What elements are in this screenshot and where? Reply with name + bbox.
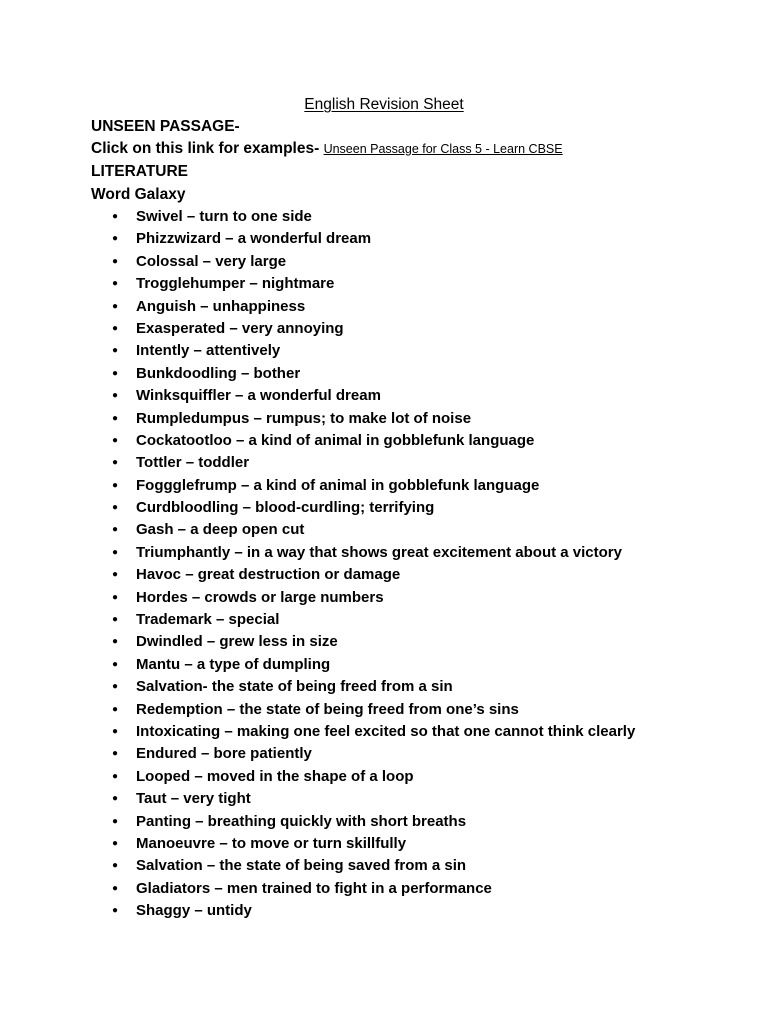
list-item — [0, 788, 635, 810]
list-item — [0, 228, 635, 250]
bullet-icon: ● — [112, 614, 119, 626]
bullet-icon: ● — [112, 748, 119, 760]
bullet-icon: ● — [112, 390, 119, 402]
list-item — [0, 833, 635, 855]
list-item — [0, 475, 635, 497]
bullet-icon: ● — [112, 211, 119, 222]
bullet-icon: ● — [112, 479, 119, 491]
list-item — [0, 430, 635, 452]
list-item — [0, 385, 635, 407]
bullet-icon: ● — [112, 815, 119, 827]
bullet-icon: ● — [112, 300, 119, 312]
word-definition: Endured – bore patiently — [136, 745, 312, 763]
bullet-icon: ● — [112, 322, 119, 334]
word-definition: Cockatootloo – a kind of animal in gobblefunk language — [136, 431, 535, 449]
word-definition: Intently – attentively — [136, 342, 281, 360]
list-item — [0, 452, 635, 474]
bullet-icon: ● — [112, 502, 119, 514]
bullet-icon: ● — [112, 658, 119, 670]
word-definition: Swivel – turn to one side — [136, 208, 312, 225]
bullet-icon: ● — [112, 703, 119, 715]
bullet-icon: ● — [112, 837, 119, 849]
bullet-icon: ● — [112, 793, 119, 805]
list-item — [0, 609, 635, 631]
list-item — [0, 408, 635, 430]
bullet-icon: ● — [112, 860, 119, 872]
word-definition: Rumpledumpus – rumpus; to make lot of noise — [136, 409, 472, 427]
word-definition: Manoeuvre – to move or turn skillfully — [136, 834, 407, 852]
bullet-icon: ● — [112, 591, 119, 603]
list-item — [0, 296, 635, 318]
bullet-icon: ● — [112, 569, 119, 581]
list-item — [0, 340, 635, 362]
word-definition: Havoc – great destruction or damage — [136, 566, 401, 584]
list-item — [0, 878, 635, 900]
bullet-icon: ● — [112, 636, 119, 648]
word-definition: Trademark – special — [136, 611, 280, 629]
bullet-icon: ● — [112, 367, 119, 379]
word-definition: Bunkdoodling – bother — [136, 364, 301, 382]
word-definition: Triumphantly – in a way that shows great excitement about a victory — [136, 543, 622, 561]
word-definition: Exasperated – very annoying — [136, 319, 344, 337]
word-definition: Taut – very tight — [136, 790, 251, 808]
bullet-icon: ● — [112, 457, 119, 469]
word-definition: Panting – breathing quickly with short breaths — [136, 812, 467, 830]
word-definition: Shaggy – untidy — [136, 902, 252, 920]
word-definition: Dwindled – grew less in size — [136, 633, 338, 651]
bullet-icon: ● — [112, 546, 119, 558]
word-definition: Salvation- the state of being freed from a sin — [136, 678, 453, 696]
bullet-icon: ● — [112, 681, 119, 693]
subsection-heading-word-galaxy: Word Galaxy — [91, 186, 186, 203]
bullet-icon: ● — [112, 882, 119, 894]
word-definition: Tottler – toddler — [136, 454, 250, 472]
list-item — [0, 206, 635, 228]
word-definition: Gash – a deep open cut — [136, 521, 305, 539]
list-item — [0, 497, 635, 519]
list-item — [0, 564, 635, 586]
word-definition: Hordes – crowds or large numbers — [136, 588, 384, 606]
list-item — [0, 542, 635, 564]
bullet-icon: ● — [112, 255, 119, 267]
list-item — [0, 811, 635, 833]
list-item — [0, 251, 635, 273]
word-definition: Colossal – very large — [136, 252, 287, 270]
bullet-icon: ● — [112, 434, 119, 446]
list-item — [0, 855, 635, 877]
list-item — [0, 766, 635, 788]
section-heading-literature: LITERATURE — [91, 163, 189, 180]
list-item — [0, 900, 635, 922]
list-item — [0, 676, 635, 698]
section-heading-unseen-passage: UNSEEN PASSAGE- — [91, 118, 240, 135]
bullet-icon: ● — [112, 770, 119, 782]
word-definition: Gladiators – men trained to fight in a performance — [136, 879, 492, 897]
list-item — [0, 721, 635, 743]
word-galaxy-list — [0, 206, 635, 923]
list-item — [0, 273, 635, 295]
word-definition: Salvation – the state of being saved from a sin — [136, 857, 467, 875]
bullet-icon: ● — [112, 905, 119, 917]
word-definition: Redemption – the state of being freed from one’s sins — [136, 700, 519, 718]
word-definition: Phizzwizard – a wonderful dream — [136, 230, 372, 248]
word-definition: Foggglefrump – a kind of animal in gobblefunk language — [136, 476, 540, 494]
bullet-icon: ● — [112, 412, 119, 424]
word-definition: Anguish – unhappiness — [136, 297, 306, 315]
list-item — [0, 743, 635, 765]
unseen-passage-link[interactable]: Unseen Passage for Class 5 - Learn CBSE — [323, 142, 563, 156]
list-item — [0, 519, 635, 541]
page-title: English Revision Sheet — [304, 96, 464, 113]
word-definition: Trogglehumper – nightmare — [136, 275, 335, 293]
list-item — [0, 654, 635, 676]
bullet-icon: ● — [112, 233, 119, 245]
word-definition: Mantu – a type of dumpling — [136, 655, 331, 673]
word-definition: Intoxicating – making one feel excited so that one cannot think clearly — [136, 722, 636, 740]
list-item — [0, 587, 635, 609]
list-item — [0, 631, 635, 653]
word-definition: Looped – moved in the shape of a loop — [136, 767, 414, 785]
bullet-icon: ● — [112, 524, 119, 536]
bullet-icon: ● — [112, 725, 119, 737]
word-definition: Winksquiffler – a wonderful dream — [136, 387, 381, 405]
example-link-line — [91, 140, 563, 158]
word-definition: Curdbloodling – blood-curdling; terrifying — [136, 499, 435, 517]
bullet-icon: ● — [112, 345, 119, 357]
list-item — [0, 318, 635, 340]
list-item — [0, 699, 635, 721]
click-prompt-text: Click on this link for examples- — [91, 140, 320, 157]
bullet-icon: ● — [112, 278, 119, 290]
list-item — [0, 363, 635, 385]
